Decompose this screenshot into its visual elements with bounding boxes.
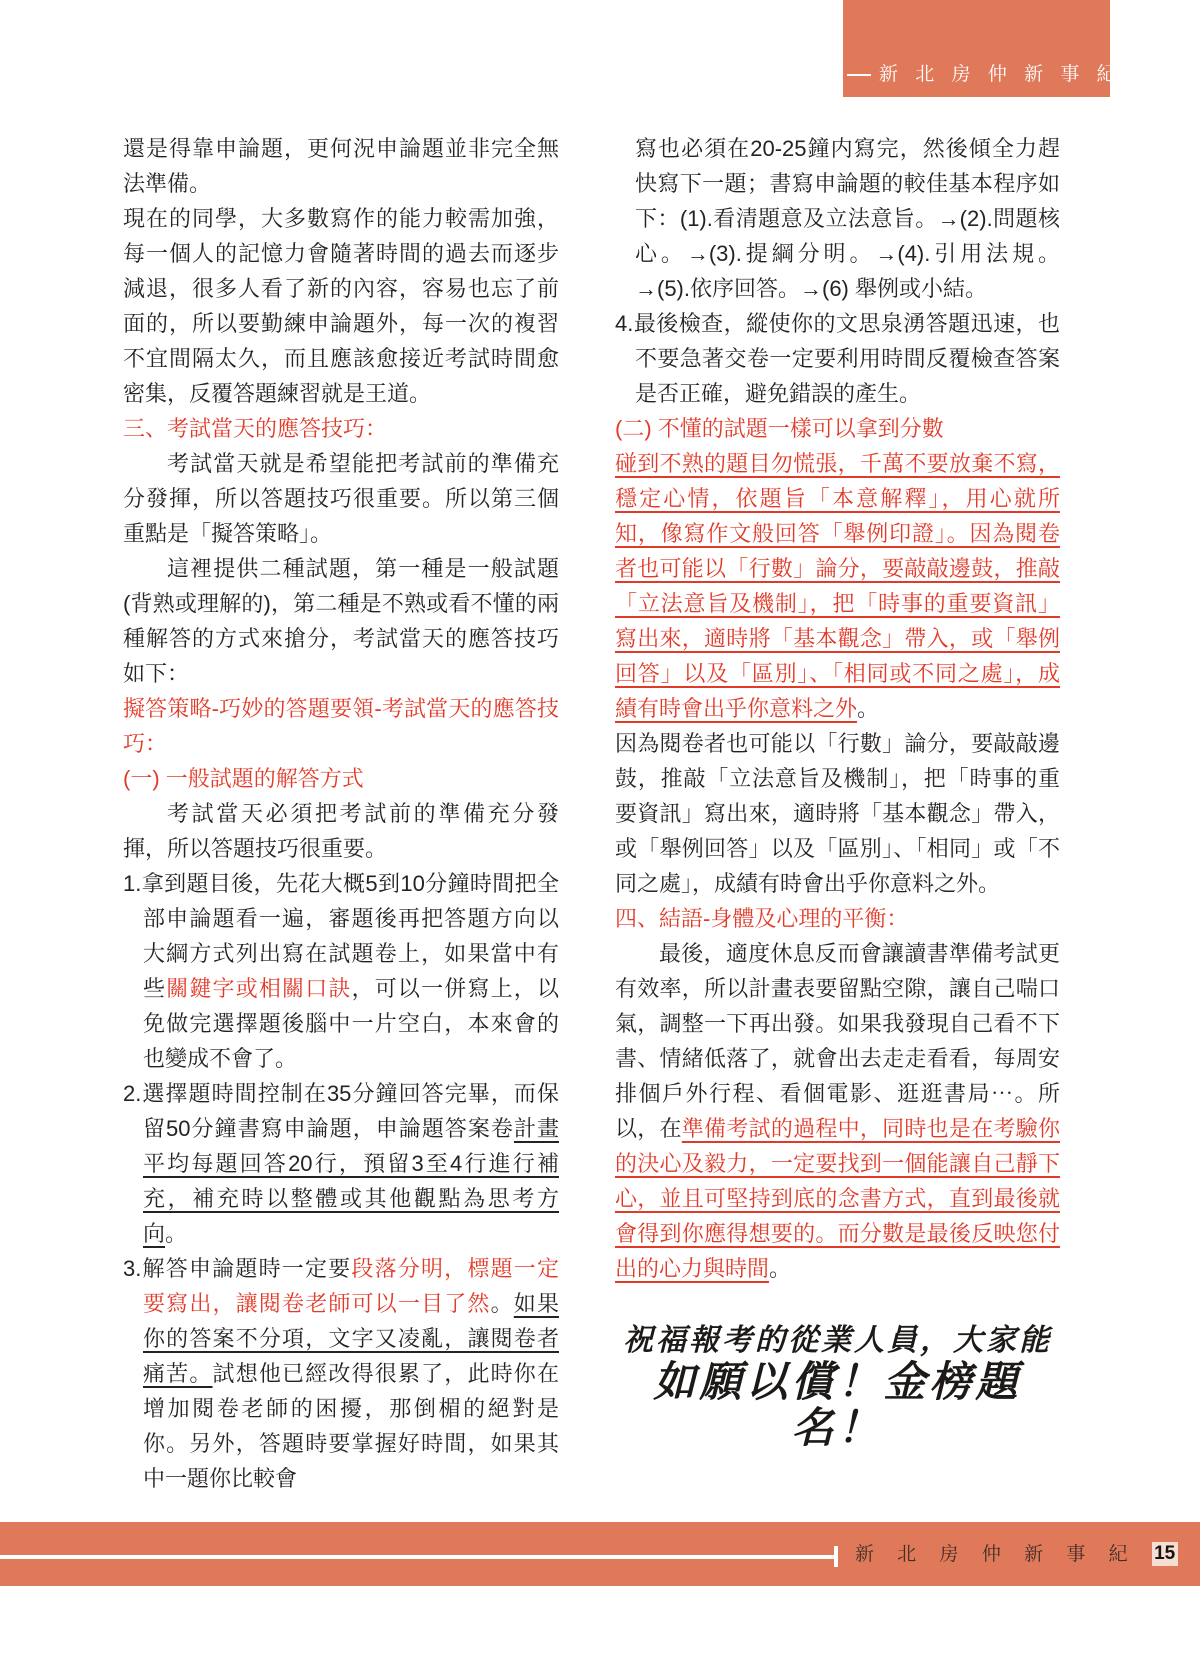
paragraph: 現在的同學，大多數寫作的能力較需加強，每一個人的記憶力會隨著時間的過去而逐步減退，很多人看了新的內容，容易也忘了前面的，所以要勤練申論題外，每一次的複習不宜間隔太久，而且應該愈接近考試時間愈密集，反覆答題練習就是王道。 xyxy=(123,206,559,406)
section-heading: 三、考試當天的應答技巧： xyxy=(123,416,388,441)
list-item-text xyxy=(141,1081,559,1246)
text-run: 。 xyxy=(165,1221,188,1246)
paragraph: 因為閱卷者也可能以「行數」論分，要敲敲邊鼓，推敲「立法意旨及機制」，把「時事的重要資訊」寫出來，適時將「基本觀念」帶入，或「舉例回答」以及「區別」、「相同」或「不同之處」，成績有時會出乎你意料之外。 xyxy=(615,731,1060,896)
blessing-line: 如願以償！金榜題名！ xyxy=(653,1356,1022,1452)
banner-left-dash xyxy=(847,74,871,76)
paragraph: 還是得靠申論題，更何況申論題並非完全無法準備。 xyxy=(123,136,559,196)
footer-rule-line xyxy=(0,1555,838,1559)
magazine-title: 新 北 房 仲 新 事 紀 xyxy=(879,64,1122,85)
blessing-calligraphy xyxy=(615,1324,1060,1451)
right-column xyxy=(615,131,1060,1451)
footer-rule-end-tick xyxy=(834,1546,838,1567)
list-item xyxy=(123,1076,559,1251)
text-run: 碰到不熟的題目勿慌張，千萬不要放棄不寫，穩定心情，依題旨「本意解釋」，用心就所知，像寫作文般回答「舉例印證」。因為閱卷者也可能以「行數」論分，要敲敲邊鼓，推敲「立法意旨及機制」，把「時事的重要資訊」寫出來，適時將「基本觀念」帶入，或「舉例回答」以及「區別」、「相同或不同之處」，成績有時會出乎你意料之外 xyxy=(615,451,1060,721)
text-run: 最後，適度休息反而會讓讀書準備考試更有效率，所以計畫表要留點空隙，讓自己喘口氣，調整一下再出發。如果我發現自己看不下書、情緒低落了，就會出去走走看看，每周安排個戶外行程、看個電影、逛逛書局⋯。所以，在 xyxy=(615,941,1060,1141)
list-number: 2. xyxy=(123,1081,142,1106)
list-item-text xyxy=(141,1256,559,1491)
header-banner-row xyxy=(847,64,1122,85)
text-run: 計畫平均每題回答20行，預留3至4行進行補充，補充時以整體或其他觀點為思考方向 xyxy=(143,1116,559,1246)
text-run: 。 xyxy=(769,1256,792,1281)
text-run: 拿到題目後，先花大概5到10分鐘時間把全部申論題看一遍，審題後再把答題方向以大綱方式列出寫在試題卷上，如果當中有些 xyxy=(141,871,559,1001)
blessing-line: 祝福報考的從業人員，大家能 xyxy=(623,1323,1052,1358)
paragraph: 考試當天必須把考試前的準備充分發揮，所以答題技巧很重要。 xyxy=(123,801,559,861)
list-number: 1. xyxy=(123,871,142,896)
text-run: 段落分明，標題一定要寫出，讓閱卷老師可以一目了然 xyxy=(143,1256,559,1316)
header-banner xyxy=(843,0,1122,97)
text-run: 。 xyxy=(490,1291,514,1316)
list-item-text xyxy=(141,871,559,1071)
text-run: 關鍵字或相關口訣 xyxy=(166,976,352,1001)
list-item-text: 最後檢查，縱使你的文思泉湧答題迅速，也不要急著交卷一定要利用時間反覆檢查答案是否正確，避免錯誤的產生。 xyxy=(633,311,1060,406)
list-item xyxy=(123,1251,559,1496)
paragraph xyxy=(615,446,1060,726)
section-heading: 四、結語-身體及心理的平衡： xyxy=(615,906,909,931)
sub-heading: (一) 一般試題的解答方式 xyxy=(123,766,364,791)
banner-right-dash xyxy=(1124,74,1148,76)
text-run: 解答申論題時一定要 xyxy=(141,1256,352,1281)
left-column xyxy=(123,131,559,1496)
sub-heading: 擬答策略-巧妙的答題要領-考試當天的應答技巧： xyxy=(123,696,559,756)
text-run: 試想他已經改得很累了，此時你在增加閱卷老師的困擾，那倒楣的絕對是你。另外，答題時要掌握好時間，如果其中一題你比較會 xyxy=(143,1361,559,1491)
list-item-continuation: 寫也必須在20-25鐘内寫完，然後傾全力趕快寫下一題；書寫申論題的較佳基本程序如下：(1).看清題意及立法意旨。→(2).問題核心。→(3).提綱分明。→(4).引用法規。→(5).依序回答。→(6) 舉例或小結。 xyxy=(635,136,1060,301)
paragraph: 考試當天就是希望能把考試前的準備充分發揮，所以答題技巧很重要。所以第三個重點是「擬答策略」。 xyxy=(123,451,559,546)
list-item xyxy=(123,866,559,1076)
sub-heading: (二) 不懂的試題一樣可以拿到分數 xyxy=(615,416,944,441)
paragraph xyxy=(615,936,1060,1286)
text-run: 如果你的答案不分項，文字又凌亂，讓閱卷者痛苦。 xyxy=(143,1291,559,1386)
footer-band xyxy=(0,1522,1200,1586)
footer-right-group xyxy=(855,1522,1178,1586)
list-item xyxy=(615,306,1060,411)
list-number: 3. xyxy=(123,1256,142,1281)
text-run: 選擇題時間控制在35分鐘回答完畢，而保留50分鐘書寫申論題，申論題答案卷 xyxy=(141,1081,559,1141)
paragraph: 這裡提供二種試題，第一種是一般試題(背熟或理解的)，第二種是不熟或看不懂的兩種解答的方式來搶分，考試當天的應答技巧如下： xyxy=(123,556,559,686)
footer-magazine-title: 新 北 房 仲 新 事 紀 xyxy=(855,1543,1137,1565)
list-number: 4. xyxy=(615,311,634,336)
page-number-badge: 15 xyxy=(1152,1542,1178,1566)
text-run: ，可以一併寫上，以免做完選擇題後腦中一片空白，本來會的也變成不會了。 xyxy=(143,976,559,1071)
text-run: 。 xyxy=(857,696,880,721)
text-run: 準備考試的過程中，同時也是在考驗你的決心及毅力，一定要找到一個能讓自己靜下心，並且可堅持到底的念書方式，直到最後就會得到你應得想要的。而分數是最後反映您付出的心力與時間 xyxy=(615,1116,1060,1281)
